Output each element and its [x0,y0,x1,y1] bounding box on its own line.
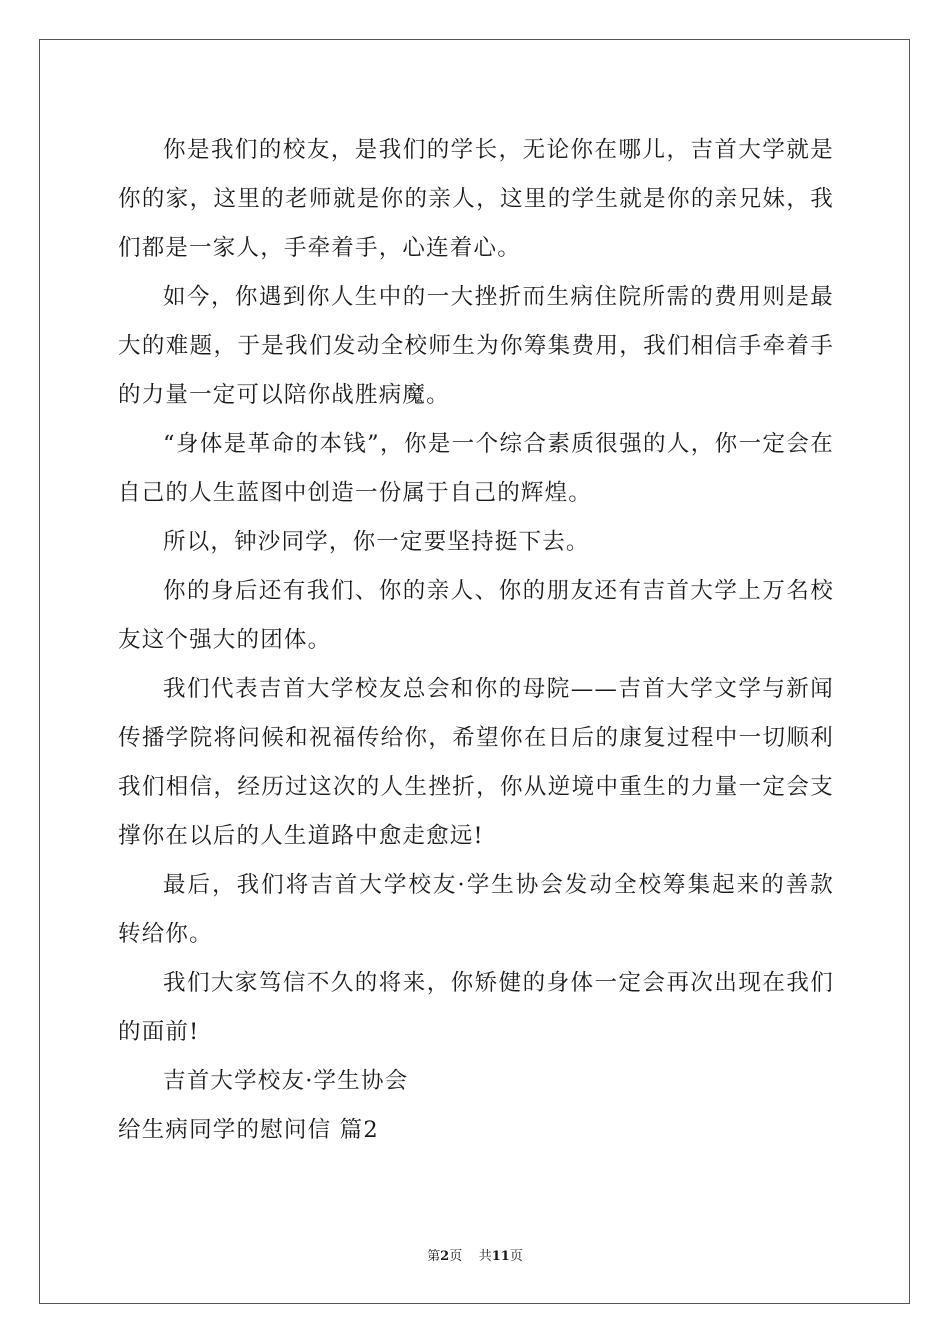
total-pages: 11 [491,1249,510,1264]
paragraph-alumni-family: 你是我们的校友，是我们的学长，无论你在哪儿，吉首大学就是你的家，这里的老师就是你的亲人，这里的学生就是你的亲兄妹，我们都是一家人，手牵着手，心连着心。 [118,137,834,261]
signature: 吉首大学校友·学生协会 [163,1068,409,1094]
page-footer [0,1248,950,1266]
paragraph-donation: 最后，我们将吉首大学校友·学生协会发动全校筹集起来的善款转给你。 [118,872,834,947]
section-title: 给生病同学的慰问信 篇2 [118,1117,379,1143]
paragraph-health-capital: “身体是革命的本钱”，你是一个综合素质很强的人，你一定会在自己的人生蓝图中创造一份属于自己的辉煌。 [118,431,834,506]
paragraph-hospital-costs: 如今，你遇到你人生中的一大挫折而生病住院所需的费用则是最大的难题，于是我们发动全校师生为你筹集费用，我们相信手牵着手的力量一定可以陪你战胜病魔。 [118,284,834,408]
paragraph-recovery-wish: 我们大家笃信不久的将来，你矫健的身体一定会再次出现在我们的面前! [118,970,834,1045]
page-suffix: 页 [449,1249,463,1264]
paragraph-support-behind: 你的身后还有我们、你的亲人、你的朋友还有吉首大学上万名校友这个强大的团体。 [118,578,834,653]
paragraph-greetings: 我们代表吉首大学校友总会和你的母院——吉首大学文学与新闻传播学院将问候和祝福传给你，希望你在日后的康复过程中一切顺利我们相信，经历过这次的人生挫折，你从逆境中重生的力量一定会支撑你在以后的人生道路中愈走愈远! [118,676,834,849]
document-body [118,126,834,1155]
total-prefix: 共 [478,1249,492,1264]
paragraph-persist: 所以，钟沙同学，你一定要坚持挺下去。 [163,529,590,555]
total-suffix: 页 [509,1249,523,1264]
page-prefix: 第 [427,1249,441,1264]
page-number: 2 [440,1249,450,1264]
